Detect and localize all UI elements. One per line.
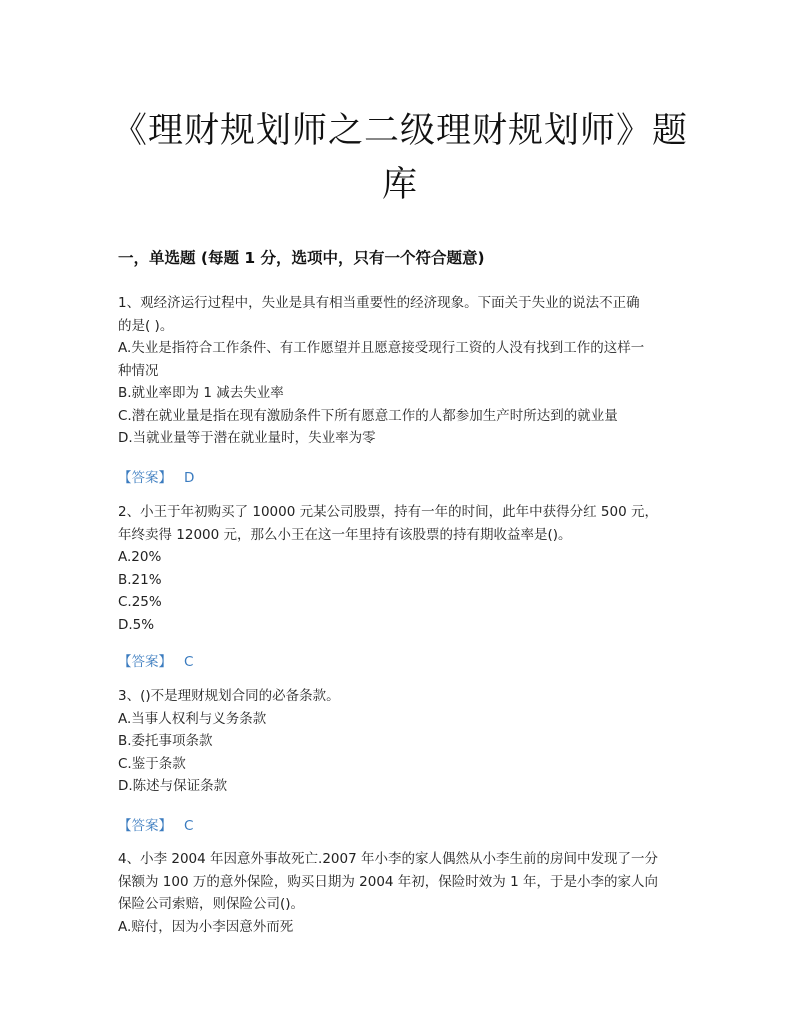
option-b: B.委托事项条款 <box>118 733 213 749</box>
answer-label: 【答案】 <box>118 470 172 486</box>
answer-value: C <box>184 818 194 834</box>
question-text-line: 保险公司索赔，则保险公司()。 <box>118 896 305 912</box>
answer-1 <box>118 466 194 486</box>
question-text-line: 3、()不是理财规划合同的必备条款。 <box>118 688 340 704</box>
question-3 <box>118 685 683 798</box>
answer-value: D <box>184 470 195 486</box>
option-c: C.潜在就业量是指在现有激励条件下所有愿意工作的人都参加生产时所达到的就业量 <box>118 407 618 424</box>
option-c: C.鉴于条款 <box>118 755 186 772</box>
question-text-line: 的是( )。 <box>118 317 174 334</box>
option-a-continued: 种情况 <box>118 362 159 379</box>
document-title-line-2: 库 <box>381 165 418 205</box>
document-title <box>100 104 700 212</box>
document-title-line-1: 《理财规划师之二级理财规划师》题 <box>111 111 688 151</box>
answer-label: 【答案】 <box>118 818 172 834</box>
question-text-line: 年终卖得 12000 元，那么小王在这一年里持有该股票的持有期收益率是()。 <box>118 526 572 543</box>
answer-value: C <box>184 654 194 670</box>
question-text-line: 2、小王于年初购买了 10000 元某公司股票，持有一年的时间，此年中获得分红 500 元， <box>118 504 658 520</box>
question-4 <box>118 848 683 938</box>
question-text-line: 保额为 100 万的意外保险，购买日期为 2004 年初，保险时效为 1 年，于是小李的家人向 <box>118 873 658 890</box>
option-d: D.当就业量等于潜在就业量时，失业率为零 <box>118 430 376 446</box>
answer-label: 【答案】 <box>118 654 172 670</box>
question-text-line: 4、小李 2004 年因意外事故死亡.2007 年小李的家人偶然从小李生前的房间中发现了一分 <box>118 851 658 867</box>
question-text-line: 1、观经济运行过程中，失业是具有相当重要性的经济现象。下面关于失业的说法不正确 <box>118 295 640 311</box>
question-1 <box>118 292 683 450</box>
question-2 <box>118 501 683 636</box>
option-c: C.25% <box>118 594 162 610</box>
option-a: A.当事人权利与义务条款 <box>118 710 267 727</box>
section-heading: 一，单选题 (每题 1 分，选项中，只有一个符合题意) <box>118 249 485 267</box>
option-d: D.5% <box>118 616 155 633</box>
answer-2 <box>118 650 193 670</box>
answer-3 <box>118 814 193 834</box>
option-a: A.失业是指符合工作条件、有工作愿望并且愿意接受现行工资的人没有找到工作的这样一 <box>118 340 645 356</box>
option-d: D.陈述与保证条款 <box>118 778 228 794</box>
option-a: A.20% <box>118 549 162 565</box>
option-b: B.21% <box>118 571 162 588</box>
option-b: B.就业率即为 1 减去失业率 <box>118 385 284 401</box>
option-a: A.赔付，因为小李因意外而死 <box>118 918 294 935</box>
